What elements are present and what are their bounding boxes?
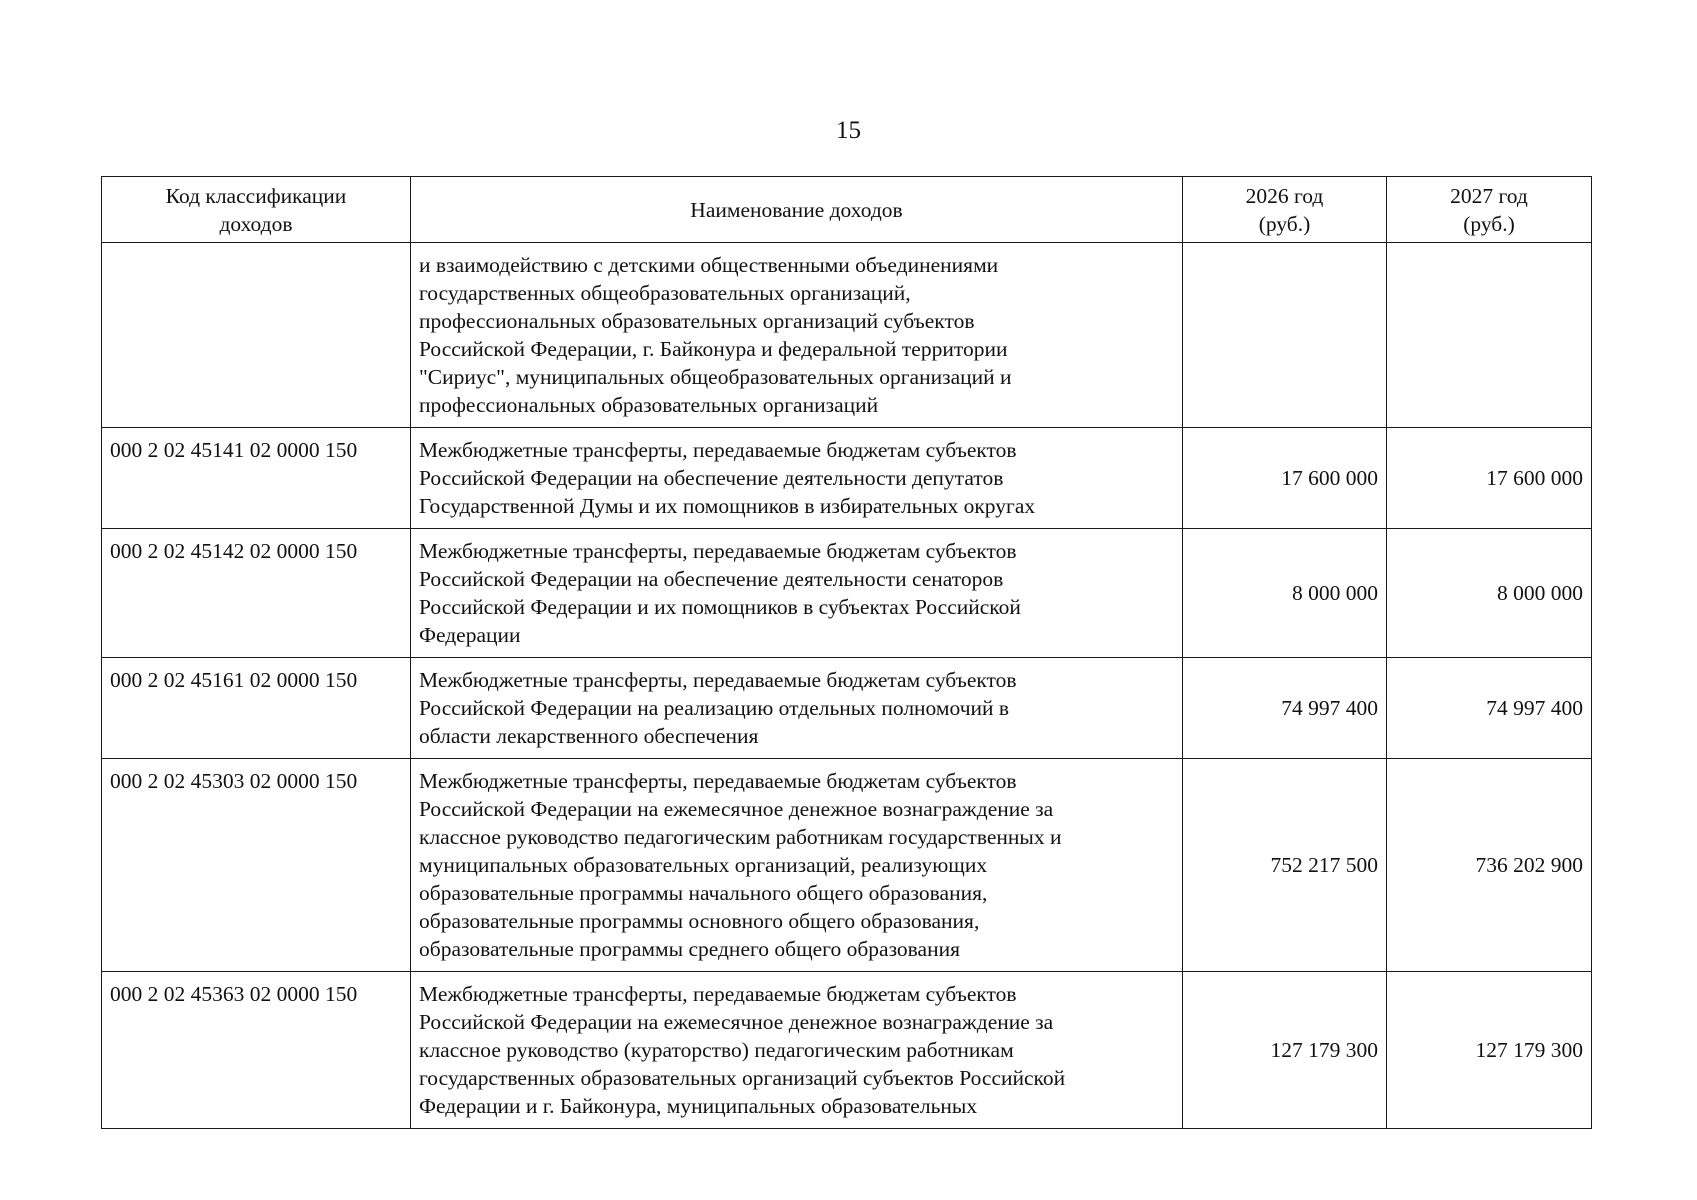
income-name-line: Межбюджетные трансферты, передаваемые бюджетам субъектов [419,668,1017,692]
amount-2026-cell: 127 179 300 [1183,972,1387,1129]
amount-2026-cell: 74 997 400 [1183,658,1387,759]
header-name-line: Наименование доходов [690,197,903,222]
income-name-line: Российской Федерации на обеспечение деятельности депутатов [419,466,1004,490]
income-name-cell [411,759,1183,972]
table-row [102,428,1592,529]
header-code-line: доходов [219,211,293,236]
amount-2027-cell: 17 600 000 [1387,428,1592,529]
income-name-line: Российской Федерации и их помощников в субъектах Российской [419,595,1021,619]
amount-2027-cell: 74 997 400 [1387,658,1592,759]
income-name-line: области лекарственного обеспечения [419,724,759,748]
amount-2027-cell: 127 179 300 [1387,972,1592,1129]
amount-2027-cell: 736 202 900 [1387,759,1592,972]
income-name-line: Межбюджетные трансферты, передаваемые бюджетам субъектов [419,982,1017,1006]
amount-2027-cell: 8 000 000 [1387,529,1592,658]
header-year1-line: (руб.) [1258,211,1311,236]
income-name-line: "Сириус", муниципальных общеобразовательных организаций и [419,365,1012,389]
income-name-line: Межбюджетные трансферты, передаваемые бюджетам субъектов [419,539,1017,563]
income-name-line: образовательные программы начального общего образования, [419,881,988,905]
amount-2026-cell: 8 000 000 [1183,529,1387,658]
income-name-line: классное руководство педагогическим работникам государственных и [419,825,1062,849]
page-number: 15 [836,117,861,144]
income-name-line: образовательные программы основного общего образования, [419,909,980,933]
income-name-cell [411,529,1183,658]
income-name-line: государственных общеобразовательных организаций, [419,281,911,305]
table-row [102,529,1592,658]
income-name-line: Российской Федерации, г. Байконура и федеральной территории [419,337,1008,361]
header-year1-line: 2026 год [1245,183,1324,208]
amount-2026-cell: 752 217 500 [1183,759,1387,972]
income-name-line: и взаимодействию с детскими общественными объединениями [419,253,999,277]
income-name-line: Российской Федерации на обеспечение деятельности сенаторов [419,567,1004,591]
amount-2026-cell: 17 600 000 [1183,428,1387,529]
header-code [102,177,411,243]
header-year-2027 [1387,177,1592,243]
header-year-2026 [1183,177,1387,243]
income-code-cell: 000 2 02 45363 02 0000 150 [102,972,411,1129]
income-name-cell [411,243,1183,428]
table-row [102,243,1592,428]
table-row [102,972,1592,1129]
income-name-cell [411,428,1183,529]
table-body [102,243,1592,1129]
header-year2-line: (руб.) [1463,211,1515,236]
income-name-line: профессиональных образовательных организаций субъектов [419,309,975,333]
table-row [102,658,1592,759]
income-name-line: Российской Федерации на реализацию отдельных полномочий в [419,696,1010,720]
income-name-cell [411,972,1183,1129]
income-table [101,176,1592,1129]
income-name-line: Межбюджетные трансферты, передаваемые бюджетам субъектов [419,769,1017,793]
income-name-cell [411,658,1183,759]
income-name-line: государственных образовательных организаций субъектов Российской [419,1066,1066,1090]
amount-2027-cell [1387,243,1592,428]
income-name-line: образовательные программы среднего общего образования [419,937,960,961]
header-row [102,177,1592,243]
table-header [102,177,1592,243]
amount-2026-cell [1183,243,1387,428]
header-year2-line: 2027 год [1450,183,1528,208]
income-code-cell [102,243,411,428]
income-name-line: Межбюджетные трансферты, передаваемые бюджетам субъектов [419,438,1017,462]
income-name-line: муниципальных образовательных организаций, реализующих [419,853,988,877]
header-code-line: Код классификации [165,183,347,208]
income-name-line: Государственной Думы и их помощников в избирательных округах [419,494,1036,518]
income-name-line: профессиональных образовательных организаций [419,393,879,417]
income-code-cell: 000 2 02 45141 02 0000 150 [102,428,411,529]
income-name-line: Федерации и г. Байконура, муниципальных образовательных [419,1094,978,1118]
income-name-line: Федерации [419,623,521,647]
header-name [411,177,1183,243]
income-code-cell: 000 2 02 45303 02 0000 150 [102,759,411,972]
income-code-cell: 000 2 02 45142 02 0000 150 [102,529,411,658]
income-name-line: Российской Федерации на ежемесячное денежное вознаграждение за [419,797,1054,821]
table-row [102,759,1592,972]
income-code-cell: 000 2 02 45161 02 0000 150 [102,658,411,759]
income-name-line: Российской Федерации на ежемесячное денежное вознаграждение за [419,1010,1054,1034]
income-name-line: классное руководство (кураторство) педагогическим работникам [419,1038,1014,1062]
